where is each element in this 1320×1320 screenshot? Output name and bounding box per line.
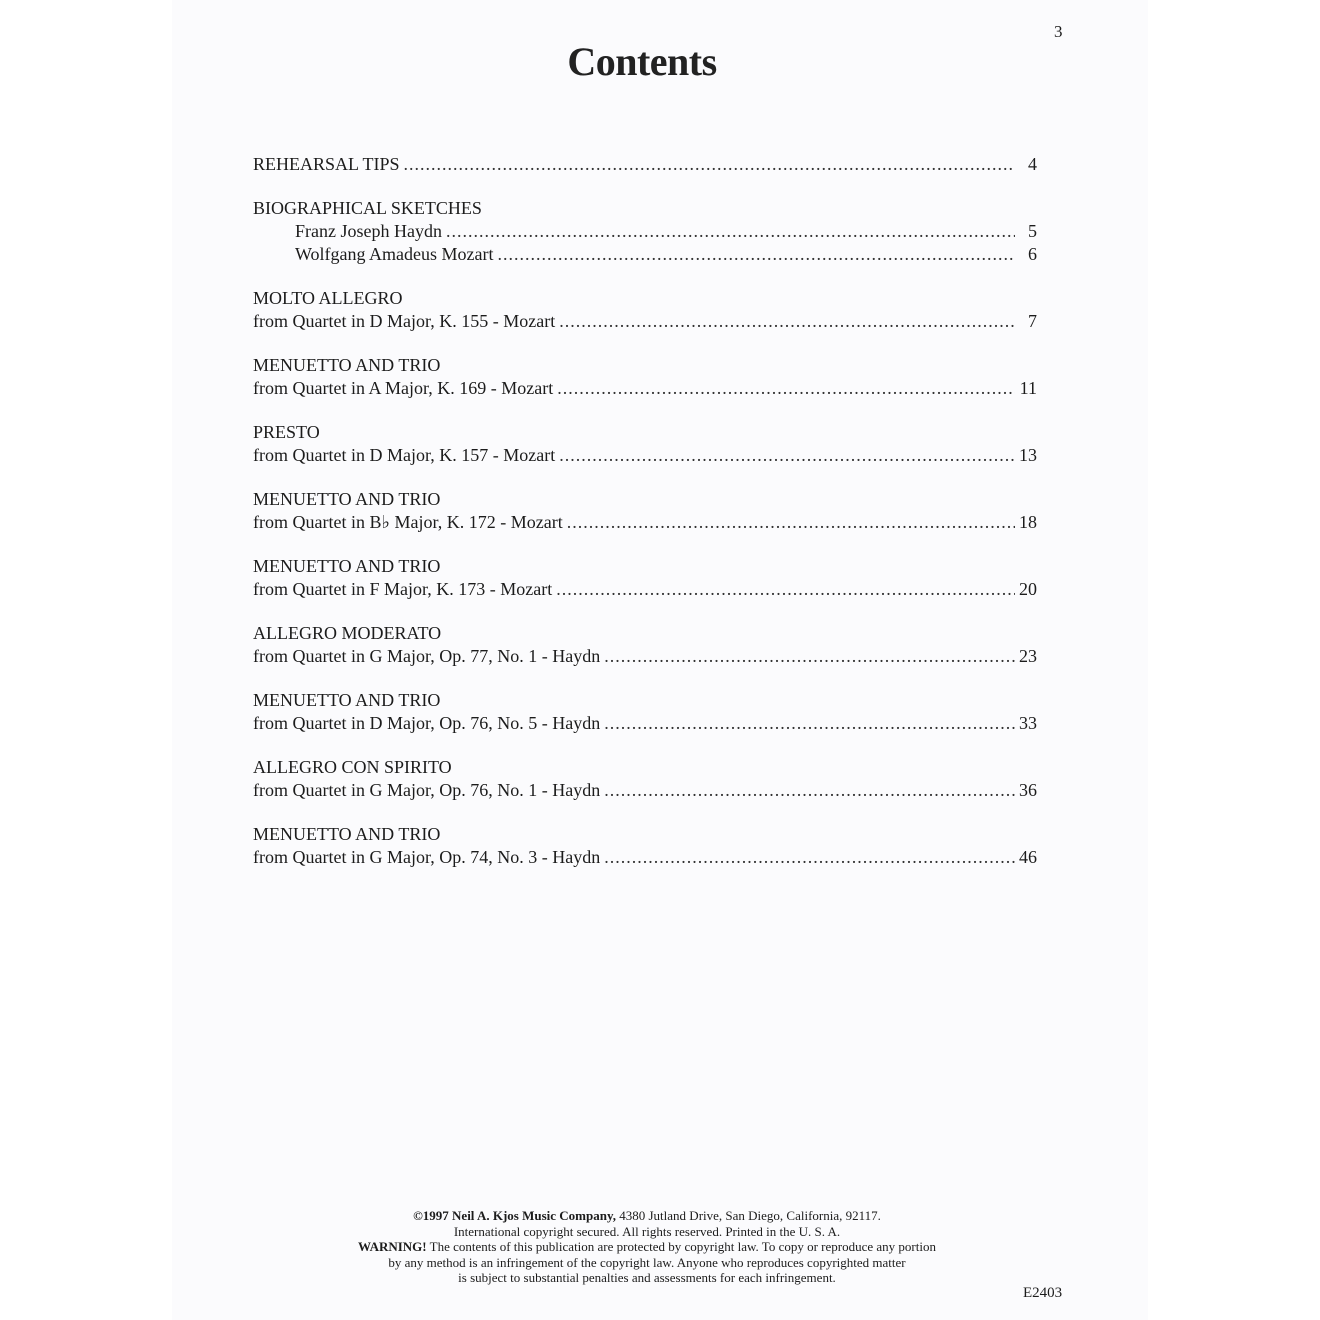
toc-page-number: 5 bbox=[1028, 221, 1037, 241]
piece-title: PRESTO bbox=[253, 422, 320, 442]
toc-entry-label: REHEARSAL TIPS bbox=[253, 154, 400, 174]
toc-page-number: 20 bbox=[1019, 579, 1037, 599]
dot-leader bbox=[567, 511, 1015, 534]
warning-text: The contents of this publication are protected by copyright law. To copy or reproduce any portion bbox=[426, 1239, 936, 1254]
toc-entry-piece[interactable] bbox=[253, 823, 1037, 869]
warning-line-2: by any method is an infringement of the copyright law. Anyone who reproduces copyrighted matter bbox=[388, 1254, 906, 1270]
dot-leader bbox=[498, 243, 1015, 266]
toc-page-number: 18 bbox=[1019, 512, 1037, 532]
piece-source: from Quartet in D Major, Op. 76, No. 5 - Haydn bbox=[253, 713, 601, 733]
piece-source: from Quartet in D Major, K. 157 - Mozart bbox=[253, 445, 556, 465]
toc-entry-piece[interactable] bbox=[253, 622, 1037, 668]
table-of-contents bbox=[253, 153, 1037, 869]
toc-page-number: 11 bbox=[1019, 378, 1037, 398]
page-number: 3 bbox=[1054, 22, 1063, 41]
toc-entry-piece[interactable] bbox=[253, 555, 1037, 601]
catalog-code: E2403 bbox=[1023, 1285, 1063, 1301]
toc-entry-label: Wolfgang Amadeus Mozart bbox=[295, 244, 494, 264]
piece-source: from Quartet in D Major, K. 155 - Mozart bbox=[253, 311, 556, 331]
dot-leader bbox=[604, 712, 1015, 735]
dot-leader bbox=[604, 846, 1015, 869]
document-page bbox=[172, 0, 1148, 1320]
dot-leader bbox=[604, 779, 1015, 802]
dot-leader bbox=[556, 578, 1015, 601]
piece-source: from Quartet in F Major, K. 173 - Mozart bbox=[253, 579, 553, 599]
toc-page-number: 36 bbox=[1019, 780, 1037, 800]
toc-entry-piece[interactable] bbox=[253, 421, 1037, 467]
toc-entry-piece[interactable] bbox=[253, 689, 1037, 735]
toc-entry-mozart-bio[interactable] bbox=[253, 243, 1037, 266]
dot-leader bbox=[559, 444, 1015, 467]
toc-page-number: 13 bbox=[1019, 445, 1037, 465]
rights-line: International copyright secured. All rights reserved. Printed in the U. S. A. bbox=[453, 1223, 841, 1239]
piece-title: MENUETTO AND TRIO bbox=[253, 690, 441, 710]
toc-page-number: 6 bbox=[1028, 244, 1037, 264]
piece-source: from Quartet in G Major, Op. 76, No. 1 - Haydn bbox=[253, 780, 601, 800]
toc-entry-label: Franz Joseph Haydn bbox=[295, 221, 442, 241]
dot-leader bbox=[604, 645, 1015, 668]
toc-entry-piece[interactable] bbox=[253, 488, 1037, 534]
toc-entry-haydn-bio[interactable] bbox=[253, 220, 1037, 243]
piece-source: from Quartet in B♭ Major, K. 172 - Mozart bbox=[253, 512, 563, 532]
toc-entry-piece[interactable] bbox=[253, 287, 1037, 333]
publisher-address: 4380 Jutland Drive, San Diego, California, 92117. bbox=[616, 1208, 881, 1223]
toc-page-number: 7 bbox=[1028, 311, 1037, 331]
toc-page-number: 23 bbox=[1019, 646, 1037, 666]
piece-source: from Quartet in G Major, Op. 74, No. 3 - Haydn bbox=[253, 847, 601, 867]
toc-page-number: 4 bbox=[1028, 154, 1037, 174]
toc-section-biographical-sketches bbox=[253, 197, 1037, 266]
piece-title: ALLEGRO MODERATO bbox=[253, 623, 442, 643]
piece-title: MOLTO ALLEGRO bbox=[253, 288, 403, 308]
copyright-holder: ©1997 Neil A. Kjos Music Company, bbox=[413, 1208, 616, 1223]
piece-title: ALLEGRO CON SPIRITO bbox=[253, 757, 452, 777]
warning-line-3: is subject to substantial penalties and assessments for each infringement. bbox=[458, 1270, 836, 1285]
piece-title: MENUETTO AND TRIO bbox=[253, 489, 441, 509]
toc-entry-piece[interactable] bbox=[253, 354, 1037, 400]
toc-page-number: 46 bbox=[1019, 847, 1037, 867]
piece-title: MENUETTO AND TRIO bbox=[253, 556, 441, 576]
dot-leader bbox=[446, 220, 1015, 243]
dot-leader bbox=[559, 310, 1015, 333]
dot-leader bbox=[557, 377, 1015, 400]
piece-title: MENUETTO AND TRIO bbox=[253, 824, 441, 844]
page-title: Contents bbox=[567, 39, 717, 84]
warning-label: WARNING! bbox=[358, 1239, 427, 1254]
copyright-notice bbox=[172, 1208, 1122, 1286]
toc-page-number: 33 bbox=[1019, 713, 1037, 733]
piece-source: from Quartet in A Major, K. 169 - Mozart bbox=[253, 378, 554, 398]
toc-entry-piece[interactable] bbox=[253, 756, 1037, 802]
piece-source: from Quartet in G Major, Op. 77, No. 1 - Haydn bbox=[253, 646, 601, 666]
toc-entry-rehearsal-tips[interactable] bbox=[253, 153, 1037, 176]
toc-section-heading: BIOGRAPHICAL SKETCHES bbox=[253, 198, 482, 218]
dot-leader bbox=[404, 153, 1015, 176]
piece-title: MENUETTO AND TRIO bbox=[253, 355, 441, 375]
